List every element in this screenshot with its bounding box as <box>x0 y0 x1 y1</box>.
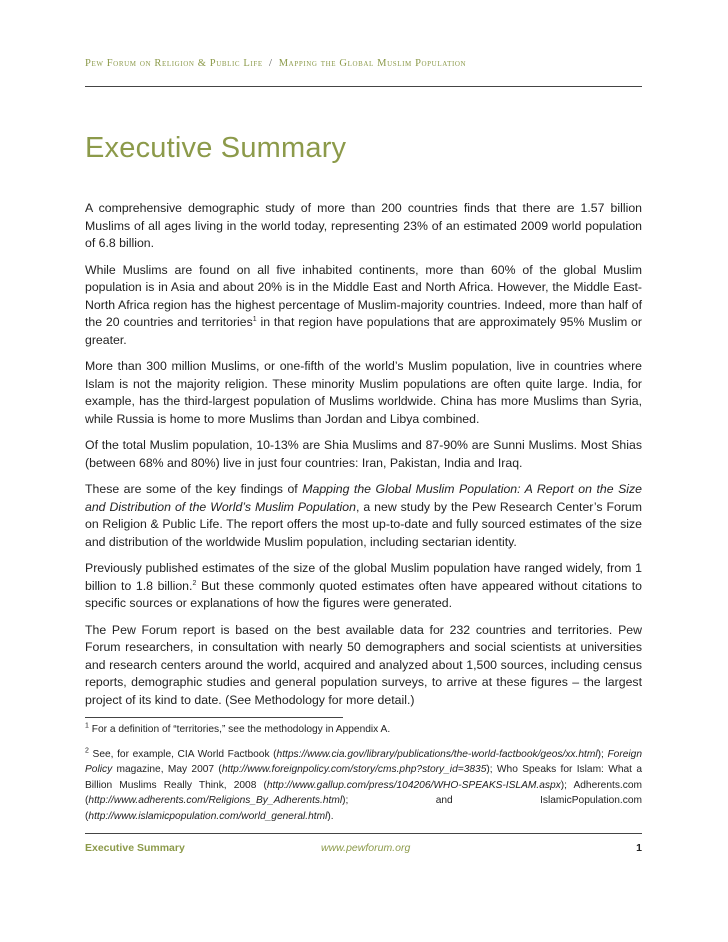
footnote-text: For a definition of “territories,” see the methodology in Appendix A. <box>88 724 391 735</box>
header-rule <box>85 86 642 87</box>
paragraph <box>85 481 642 551</box>
report-title-italic: Mapping the Global Muslim Population: A Report on the Size and Distribution of the World’s Muslim Population <box>85 482 642 514</box>
footnote-text: ); <box>597 748 608 760</box>
paragraph-text: , a new study by the Pew Research Center’s Forum on Religion & Public Life. The report offers the most up-to-date and fully sourced estimates of the size and distribution of the worldwide Muslim population, including sectarian identity. <box>85 499 642 549</box>
footnote-ref[interactable]: 1 <box>252 315 257 323</box>
footnote-1 <box>85 722 642 738</box>
header-separator: / <box>268 58 273 69</box>
paragraph-text: More than 300 million Muslims, or one-fifth of the world’s Muslim population, live in countries where Islam is not the majority religion. These minority Muslim populations are often quite large. India, for example, has the third-largest population of Muslims worldwide. China has more Muslims than Syria, while Russia is home to more Muslims than Jordan and Libya combined. <box>85 359 642 426</box>
header-report-title: Mapping the Global Muslim Population <box>278 58 467 69</box>
paragraph-text: These are some of the key findings of <box>85 482 303 496</box>
paragraph <box>85 200 642 253</box>
paragraph <box>85 437 642 472</box>
footnotes <box>85 722 642 833</box>
footnote-text: ); and IslamicPopulation.com ( <box>85 795 642 822</box>
footer-rule <box>85 833 642 834</box>
page-title: Executive Summary <box>85 132 347 164</box>
paragraph <box>85 560 642 613</box>
header-org: Pew Forum on Religion & Public Life <box>85 58 263 69</box>
footnote-2 <box>85 747 642 825</box>
footnote-link[interactable]: http://www.adherents.com/Religions_By_Adherents.html <box>88 795 343 806</box>
footnote-link[interactable]: http://www.islamicpopulation.com/world_general.html <box>88 810 328 822</box>
paragraph-text: The Pew Forum report is based on the best available data for 232 countries and territories. Pew Forum researchers, in consultation with nearly 50 demographers and social scientists at universities and research centers around the world, acquired and analyzed about 1,500 sources, including census reports, demographic studies and general population surveys, to arrive at these figures – the largest project of its kind to date. (See Methodology for more detail.) <box>85 622 642 707</box>
footnote-text: ). <box>327 810 334 822</box>
paragraph <box>85 262 642 350</box>
paragraph-text: Previously published estimates of the size of the global Muslim population have ranged widely, from 1 billion to 1.8 billion. <box>85 561 642 593</box>
footnote-link[interactable]: http://www.gallup.com/press/104206/WHO-SPEAKS-ISLAM.aspx <box>266 779 561 791</box>
footnote-text: magazine, May 2007 ( <box>112 764 222 775</box>
page-number: 1 <box>636 842 642 854</box>
footnote-text: See, for example, CIA World Factbook ( <box>88 748 277 760</box>
paragraph-text: A comprehensive demographic study of more than 200 countries finds that there are 1.57 billion Muslims of all ages living in the world today, representing 23% of an estimated 2009 world population of 6.8 billion. <box>85 201 642 250</box>
running-header <box>85 58 466 69</box>
footnote-link[interactable]: https://www.cia.gov/library/publications/the-world-factbook/geos/xx.html <box>276 748 598 760</box>
footnote-publication: Foreign Policy <box>85 748 642 775</box>
footnote-number: 2 <box>85 747 89 755</box>
footnote-number: 1 <box>85 722 89 730</box>
paragraph-text: in that region have populations that are approximately 95% Muslim or greater. <box>85 315 642 347</box>
paragraph <box>85 622 642 710</box>
paragraph-text: Of the total Muslim population, 10-13% are Shia Muslims and 87-90% are Sunni Muslims. Most Shias (between 68% and 80%) live in just four countries: Iran, Pakistan, India and Iraq. <box>85 438 642 470</box>
footnote-link[interactable]: http://www.foreignpolicy.com/story/cms.php?story_id=3835 <box>221 764 487 775</box>
footnote-text: ); Adherents.com ( <box>85 779 642 806</box>
footnote-text: ); Who Speaks for Islam: What a Billion Muslims Really Think, 2008 ( <box>85 764 642 791</box>
footnote-rule <box>85 717 343 718</box>
footnote-ref[interactable]: 2 <box>192 579 197 587</box>
paragraph-text: While Muslims are found on all five inhabited continents, more than 60% of the global Muslim population is in Asia and about 20% is in the Middle East and North Africa. However, the Middle East-North Africa region has the highest percentage of Muslim-majority countries. Indeed, more than half of the 20 countries and territories <box>85 262 642 329</box>
paragraph-text: But these commonly quoted estimates often have appeared without citations to specific sources or explanations of how the figures were generated. <box>85 578 642 610</box>
footer-url[interactable]: www.pewforum.org <box>321 842 411 854</box>
body-text <box>85 200 642 718</box>
footer-section: Executive Summary <box>85 842 185 854</box>
paragraph <box>85 358 642 428</box>
